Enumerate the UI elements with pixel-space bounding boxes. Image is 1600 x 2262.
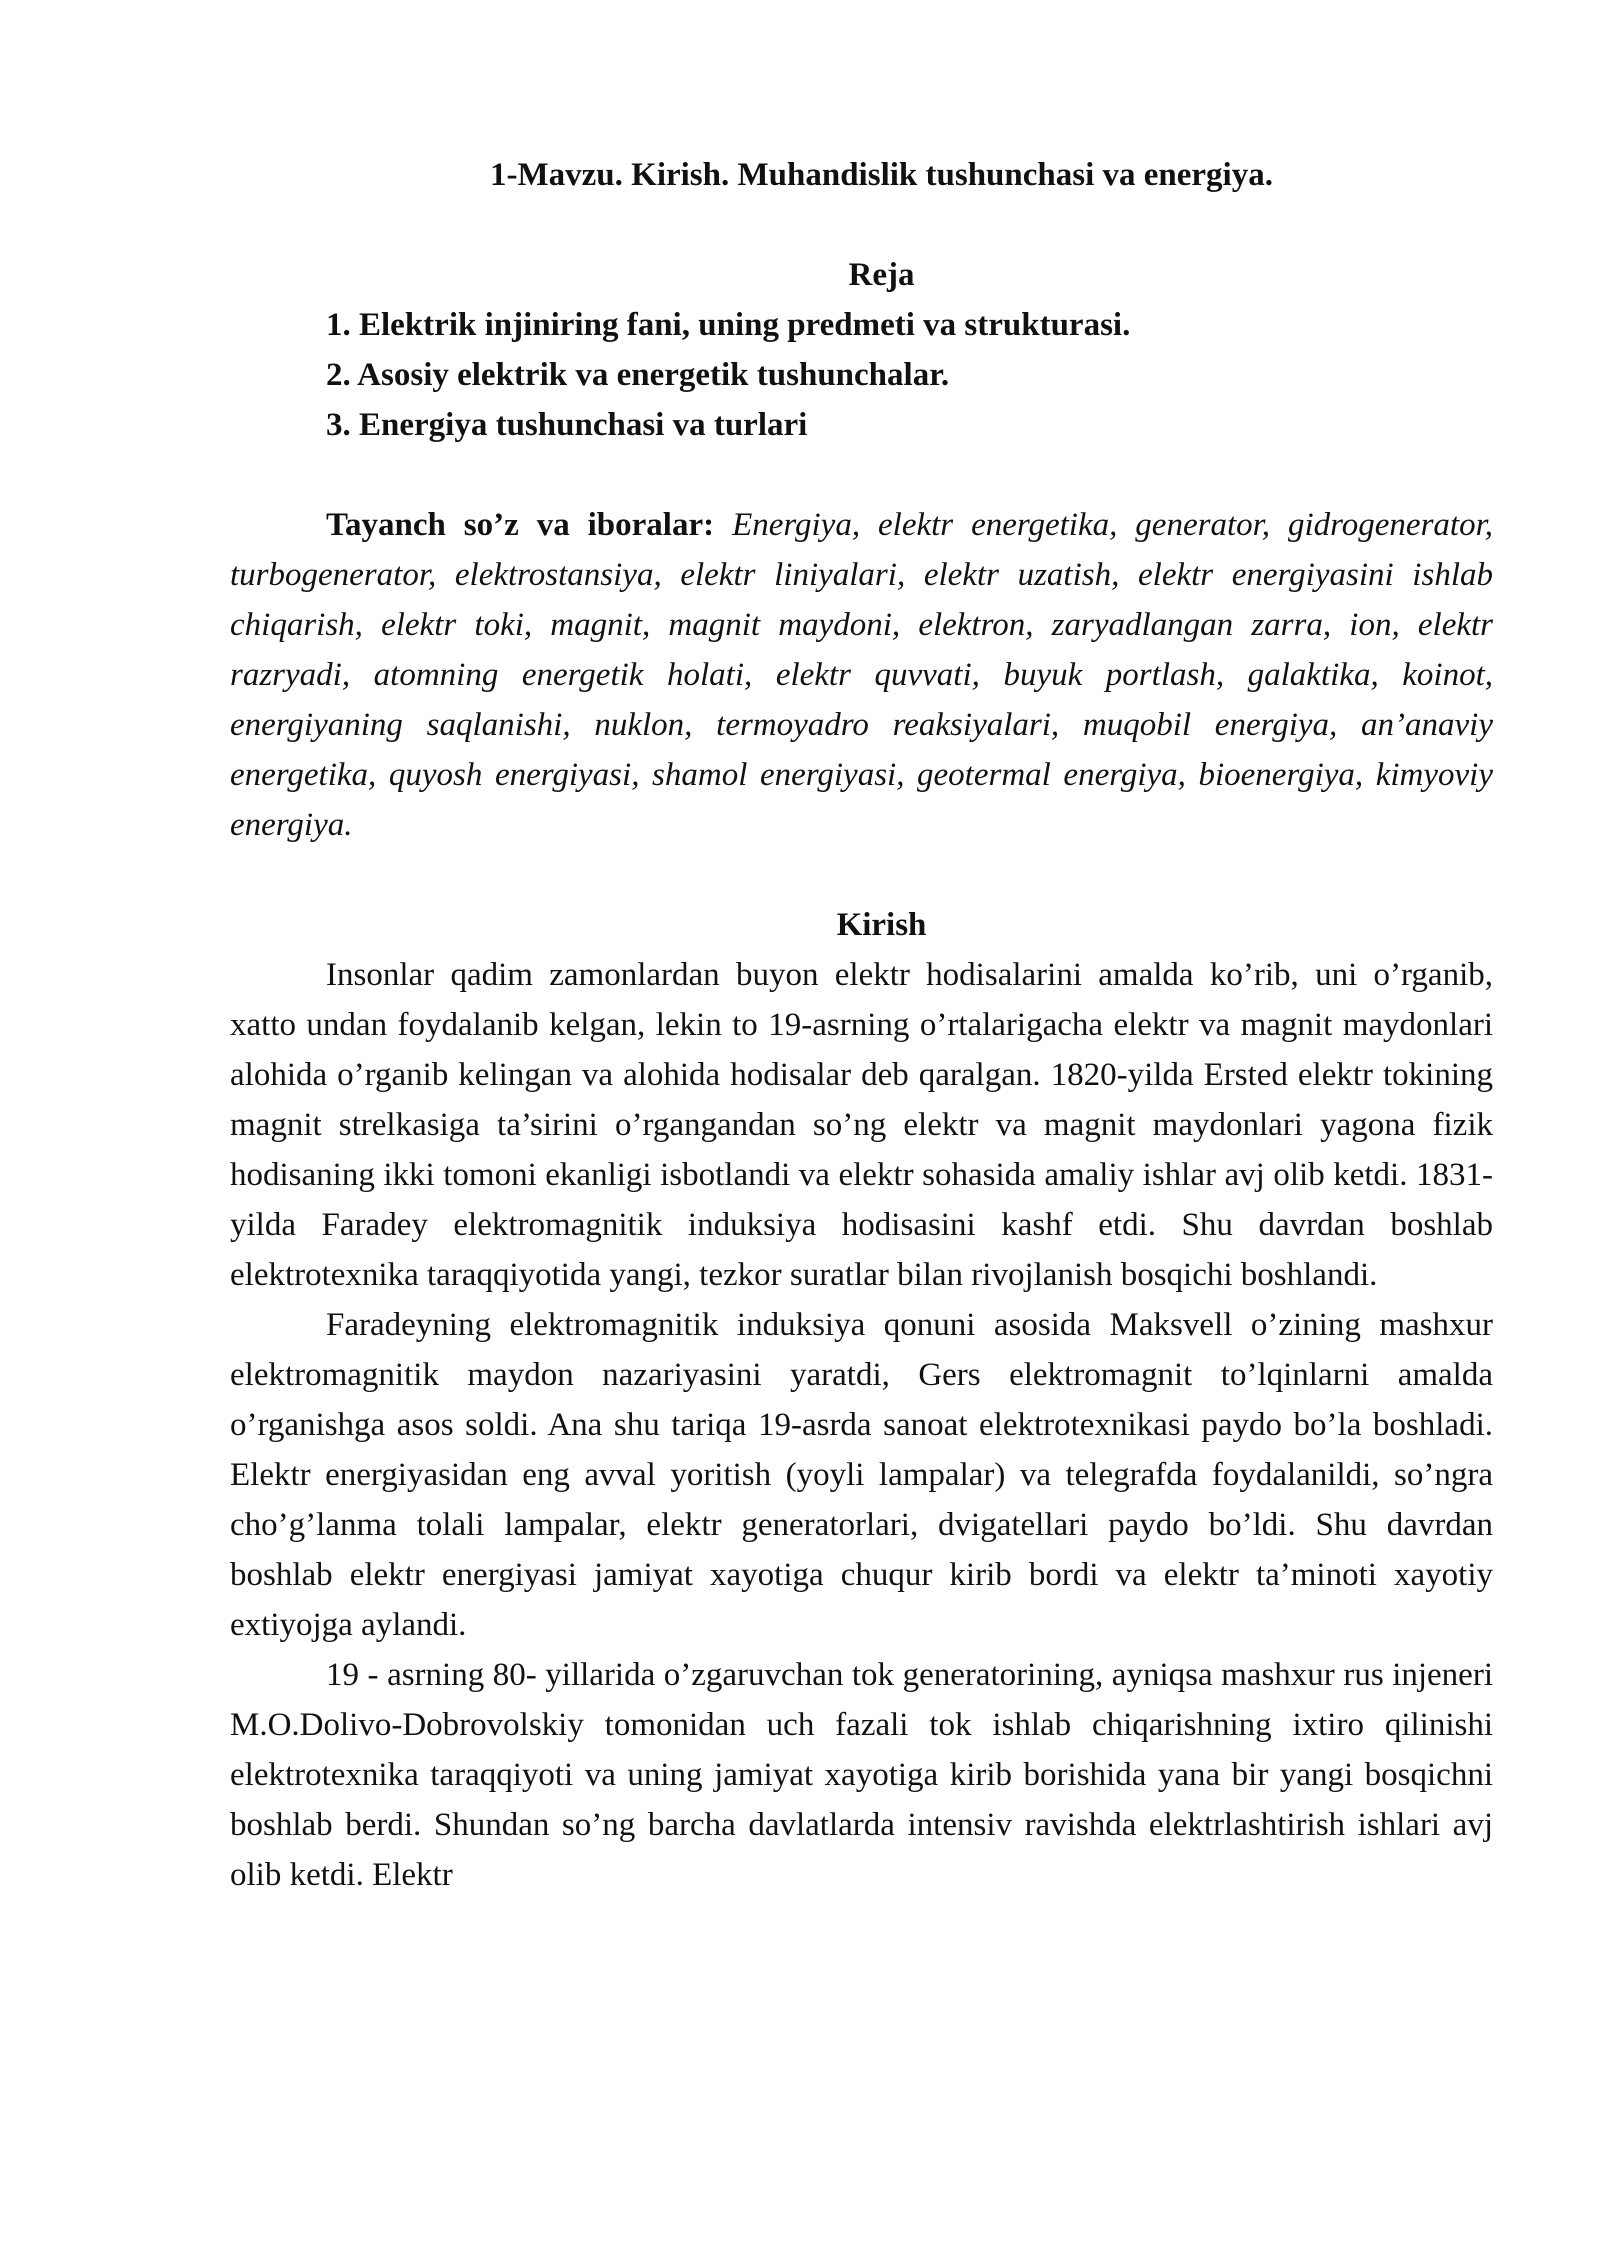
topic-title: 1-Mavzu. Kirish. Muhandislik tushunchasi va energiya. <box>490 157 1273 193</box>
keywords-paragraph <box>230 500 1493 850</box>
keywords-label: Tayanch so’z va iboralar: <box>326 507 715 543</box>
section-heading-intro: Kirish <box>836 907 927 943</box>
plan-item: 1. Elektrik injiniring fani, uning predmeti va strukturasi. <box>326 307 1131 343</box>
plan-item: 3. Energiya tushunchasi va turlari <box>326 407 808 443</box>
body-paragraph: Faradeyning elektromagnitik induksiya qonuni asosida Maksvell o’zining mashxur elektromagnitik maydon nazariyasini yaratdi, Gers elektromagnit to’lqinlarni amalda o’rganishga asos soldi. Ana shu tariqa 19-asrda sanoat elektrotexnikasi paydo bo’la boshladi. Elektr energiyasidan eng avval yoritish (yoyli lampalar) va telegrafda foydalanildi, so’ngra cho’g’lanma tolali lampalar, elektr generatorlari, dvigatellari paydo bo’ldi. Shu davrdan boshlab elektr energiyasi jamiyat xayotiga chuqur kirib bordi va elektr ta’minoti xayotiy extiyojga aylandi. <box>230 1307 1493 1643</box>
keywords-text: Energiya, elektr energetika, generator, gidrogenerator, turbogenerator, elektrostansiya, elektr liniyalari, elektr uzatish, elektr energiyasini ishlab chiqarish, elektr toki, magnit, magnit maydoni, elektron, zaryadlangan zarra, ion, elektr razryadi, atomning energetik holati, elektr quvvati, buyuk portlash, galaktika, koinot, energiyaning saqlanishi, nuklon, termoyadro reaksiyalari, muqobil energiya, an’anaviy energetika, quyosh energiyasi, shamol energiyasi, geotermal energiya, bioenergiya, kimyoviy energiya. <box>230 507 1494 843</box>
plan-list <box>230 300 1493 450</box>
body-paragraph: Insonlar qadim zamonlardan buyon elektr hodisalarini amalda ko’rib, uni o’rganib, xatto undan foydalanib kelgan, lekin to 19-asrning o’rtalarigacha elektr va magnit maydonlari alohida o’rganib kelingan va alohida hodisalar deb qaralgan. 1820-yilda Ersted elektr tokining magnit strelkasiga ta’sirini o’rgangandan so’ng elektr va magnit maydonlari yagona fizik hodisaning ikki tomoni ekanligi isbotlandi va elektr sohasida amaliy ishlar avj olib ketdi. 1831-yilda Faradey elektromagnitik induksiya hodisasini kashf etdi. Shu davrdan boshlab elektrotexnika taraqqiyotida yangi, tezkor suratlar bilan rivojlanish bosqichi boshlandi. <box>230 957 1493 1293</box>
plan-heading: Reja <box>848 257 915 293</box>
body-paragraph: 19 - asrning 80- yillarida o’zgaruvchan tok generatorining, ayniqsa mashxur rus injeneri M.O.Dolivo-Dobrovolskiy tomonidan uch fazali tok ishlab chiqarishning ixtiro qilinishi elektrotexnika taraqqiyoti va uning jamiyat xayotiga kirib borishida yana bir yangi bosqichni boshlab berdi. Shundan so’ng barcha davlatlarda intensiv ravishda elektrlashtirish ishlari avj olib ketdi. Elektr <box>230 1657 1493 1893</box>
plan-item: 2. Asosiy elektrik va energetik tushunchalar. <box>326 357 950 393</box>
document-page <box>230 150 1493 1900</box>
